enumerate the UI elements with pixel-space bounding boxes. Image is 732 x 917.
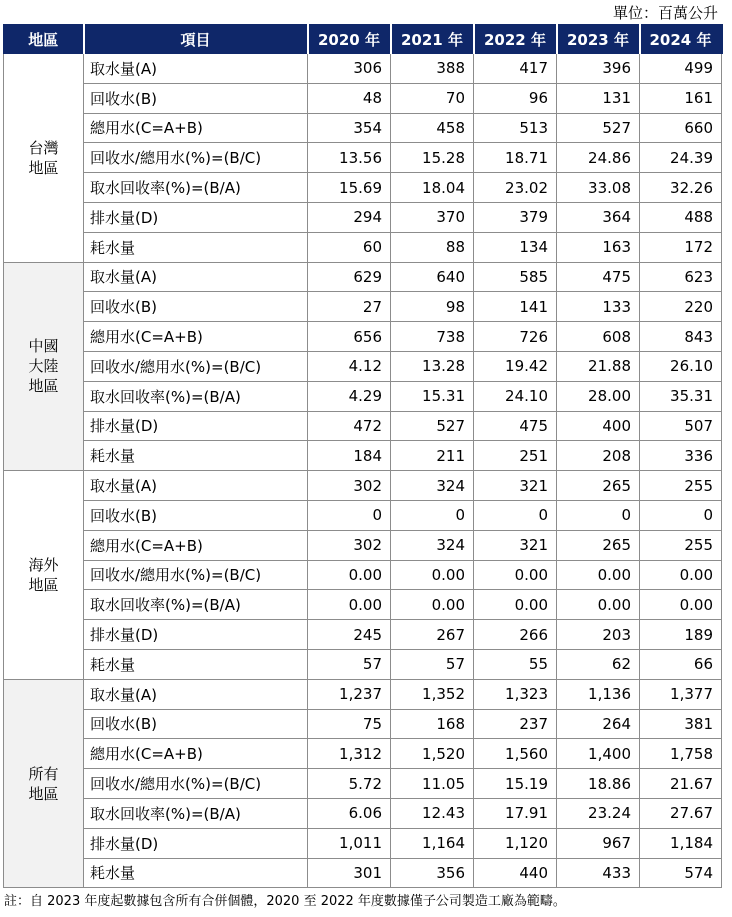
region-cell	[4, 679, 84, 888]
value-cell: 623	[640, 262, 722, 292]
value-cell: 0	[640, 500, 722, 530]
item-label: 取水回收率(%)=(B/A)	[84, 590, 308, 620]
value-cell: 608	[557, 322, 640, 352]
item-label: 回收水(B)	[84, 292, 308, 322]
value-cell: 1,184	[640, 828, 722, 858]
value-cell: 301	[308, 858, 391, 888]
value-cell: 15.69	[308, 173, 391, 203]
value-cell: 255	[640, 471, 722, 501]
value-cell: 302	[308, 471, 391, 501]
item-label: 總用水(C=A+B)	[84, 530, 308, 560]
value-cell: 4.29	[308, 381, 391, 411]
value-cell: 21.88	[557, 351, 640, 381]
value-cell: 133	[557, 292, 640, 322]
value-cell: 5.72	[308, 769, 391, 799]
table-row	[4, 858, 722, 888]
value-cell: 354	[308, 113, 391, 143]
value-cell: 475	[474, 411, 557, 441]
value-cell: 1,352	[391, 679, 474, 709]
table-row	[4, 828, 722, 858]
value-cell: 527	[391, 411, 474, 441]
value-cell: 0	[391, 500, 474, 530]
value-cell: 23.02	[474, 173, 557, 203]
value-cell: 6.06	[308, 798, 391, 828]
value-cell: 265	[557, 530, 640, 560]
value-cell: 55	[474, 649, 557, 679]
value-cell: 267	[391, 620, 474, 650]
value-cell: 488	[640, 202, 722, 232]
value-cell: 13.28	[391, 351, 474, 381]
table-row	[4, 590, 722, 620]
table-row	[4, 769, 722, 799]
header-row	[4, 25, 722, 54]
table-row	[4, 351, 722, 381]
value-cell: 302	[308, 530, 391, 560]
value-cell: 60	[308, 232, 391, 262]
value-cell: 1,377	[640, 679, 722, 709]
value-cell: 640	[391, 262, 474, 292]
item-label: 取水回收率(%)=(B/A)	[84, 798, 308, 828]
footnote: 註：自 2023 年度起數據包含所有合併個體，2020 至 2022 年度數據僅子公司製造工廠為範疇。	[4, 894, 566, 909]
value-cell: 1,323	[474, 679, 557, 709]
table-row	[4, 322, 722, 352]
unit-label: 單位：百萬公升	[612, 4, 718, 22]
value-cell: 13.56	[308, 143, 391, 173]
water-data-table	[3, 24, 723, 888]
value-cell: 433	[557, 858, 640, 888]
value-cell: 527	[557, 113, 640, 143]
value-cell: 11.05	[391, 769, 474, 799]
value-cell: 211	[391, 441, 474, 471]
value-cell: 0.00	[557, 590, 640, 620]
value-cell: 458	[391, 113, 474, 143]
value-cell: 48	[308, 83, 391, 113]
value-cell: 629	[308, 262, 391, 292]
value-cell: 24.10	[474, 381, 557, 411]
value-cell: 17.91	[474, 798, 557, 828]
value-cell: 1,237	[308, 679, 391, 709]
region-label: 中國大陸地區	[28, 337, 59, 396]
value-cell: 660	[640, 113, 722, 143]
value-cell: 28.00	[557, 381, 640, 411]
item-label: 耗水量	[84, 858, 308, 888]
item-label: 排水量(D)	[84, 828, 308, 858]
value-cell: 843	[640, 322, 722, 352]
value-cell: 141	[474, 292, 557, 322]
header-year-2024: 2024 年	[640, 25, 722, 54]
value-cell: 400	[557, 411, 640, 441]
table-row	[4, 471, 722, 501]
value-cell: 321	[474, 471, 557, 501]
value-cell: 370	[391, 202, 474, 232]
value-cell: 66	[640, 649, 722, 679]
table-row	[4, 113, 722, 143]
value-cell: 168	[391, 709, 474, 739]
value-cell: 18.04	[391, 173, 474, 203]
value-cell: 88	[391, 232, 474, 262]
table-row	[4, 709, 722, 739]
value-cell: 472	[308, 411, 391, 441]
value-cell: 15.31	[391, 381, 474, 411]
value-cell: 324	[391, 530, 474, 560]
value-cell: 208	[557, 441, 640, 471]
value-cell: 255	[640, 530, 722, 560]
value-cell: 1,120	[474, 828, 557, 858]
value-cell: 15.19	[474, 769, 557, 799]
region-label: 台灣地區	[28, 138, 59, 177]
value-cell: 33.08	[557, 173, 640, 203]
table-row	[4, 202, 722, 232]
table-row	[4, 649, 722, 679]
table-row	[4, 381, 722, 411]
table-row	[4, 620, 722, 650]
table-row	[4, 739, 722, 769]
value-cell: 15.28	[391, 143, 474, 173]
table-row	[4, 173, 722, 203]
value-cell: 1,312	[308, 739, 391, 769]
value-cell: 237	[474, 709, 557, 739]
table-row	[4, 530, 722, 560]
value-cell: 0.00	[474, 590, 557, 620]
value-cell: 0	[474, 500, 557, 530]
value-cell: 4.12	[308, 351, 391, 381]
value-cell: 24.39	[640, 143, 722, 173]
value-cell: 1,136	[557, 679, 640, 709]
header-year-2020: 2020 年	[308, 25, 391, 54]
value-cell: 388	[391, 54, 474, 84]
value-cell: 513	[474, 113, 557, 143]
value-cell: 1,164	[391, 828, 474, 858]
value-cell: 0.00	[640, 560, 722, 590]
value-cell: 0.00	[308, 590, 391, 620]
item-label: 總用水(C=A+B)	[84, 322, 308, 352]
value-cell: 356	[391, 858, 474, 888]
item-label: 回收水/總用水(%)=(B/C)	[84, 143, 308, 173]
table-body	[4, 54, 722, 888]
value-cell: 163	[557, 232, 640, 262]
value-cell: 96	[474, 83, 557, 113]
value-cell: 440	[474, 858, 557, 888]
value-cell: 21.67	[640, 769, 722, 799]
value-cell: 12.43	[391, 798, 474, 828]
region-cell	[4, 471, 84, 680]
header-year-2022: 2022 年	[474, 25, 557, 54]
value-cell: 379	[474, 202, 557, 232]
item-label: 總用水(C=A+B)	[84, 113, 308, 143]
value-cell: 18.86	[557, 769, 640, 799]
table-row	[4, 292, 722, 322]
value-cell: 475	[557, 262, 640, 292]
item-label: 回收水(B)	[84, 709, 308, 739]
value-cell: 265	[557, 471, 640, 501]
table-row	[4, 262, 722, 292]
value-cell: 264	[557, 709, 640, 739]
item-label: 取水回收率(%)=(B/A)	[84, 173, 308, 203]
table-row	[4, 232, 722, 262]
value-cell: 1,011	[308, 828, 391, 858]
value-cell: 32.26	[640, 173, 722, 203]
item-label: 排水量(D)	[84, 411, 308, 441]
header-region: 地區	[4, 25, 84, 54]
value-cell: 0.00	[640, 590, 722, 620]
value-cell: 306	[308, 54, 391, 84]
item-label: 回收水(B)	[84, 500, 308, 530]
value-cell: 574	[640, 858, 722, 888]
table-row	[4, 441, 722, 471]
value-cell: 417	[474, 54, 557, 84]
table-row	[4, 54, 722, 84]
value-cell: 220	[640, 292, 722, 322]
value-cell: 172	[640, 232, 722, 262]
value-cell: 324	[391, 471, 474, 501]
region-label: 所有地區	[28, 764, 59, 803]
table-row	[4, 798, 722, 828]
value-cell: 19.42	[474, 351, 557, 381]
value-cell: 364	[557, 202, 640, 232]
value-cell: 1,560	[474, 739, 557, 769]
item-label: 耗水量	[84, 649, 308, 679]
value-cell: 0.00	[557, 560, 640, 590]
table-row	[4, 679, 722, 709]
value-cell: 726	[474, 322, 557, 352]
value-cell: 18.71	[474, 143, 557, 173]
value-cell: 321	[474, 530, 557, 560]
item-label: 取水量(A)	[84, 679, 308, 709]
item-label: 總用水(C=A+B)	[84, 739, 308, 769]
value-cell: 57	[308, 649, 391, 679]
item-label: 取水量(A)	[84, 262, 308, 292]
value-cell: 35.31	[640, 381, 722, 411]
value-cell: 1,758	[640, 739, 722, 769]
table-row	[4, 143, 722, 173]
header-year-2023: 2023 年	[557, 25, 640, 54]
value-cell: 1,400	[557, 739, 640, 769]
value-cell: 1,520	[391, 739, 474, 769]
value-cell: 27	[308, 292, 391, 322]
region-cell	[4, 262, 84, 471]
value-cell: 967	[557, 828, 640, 858]
item-label: 取水回收率(%)=(B/A)	[84, 381, 308, 411]
value-cell: 336	[640, 441, 722, 471]
value-cell: 0.00	[391, 560, 474, 590]
value-cell: 98	[391, 292, 474, 322]
value-cell: 62	[557, 649, 640, 679]
value-cell: 0	[557, 500, 640, 530]
header-item: 項目	[84, 25, 308, 54]
item-label: 取水量(A)	[84, 54, 308, 84]
value-cell: 0.00	[474, 560, 557, 590]
value-cell: 266	[474, 620, 557, 650]
value-cell: 24.86	[557, 143, 640, 173]
value-cell: 57	[391, 649, 474, 679]
value-cell: 0.00	[308, 560, 391, 590]
value-cell: 26.10	[640, 351, 722, 381]
value-cell: 189	[640, 620, 722, 650]
value-cell: 294	[308, 202, 391, 232]
value-cell: 134	[474, 232, 557, 262]
item-label: 回收水(B)	[84, 83, 308, 113]
item-label: 排水量(D)	[84, 620, 308, 650]
table-row	[4, 560, 722, 590]
table-row	[4, 411, 722, 441]
value-cell: 75	[308, 709, 391, 739]
value-cell: 245	[308, 620, 391, 650]
value-cell: 0	[308, 500, 391, 530]
table-row	[4, 500, 722, 530]
value-cell: 656	[308, 322, 391, 352]
table-row	[4, 83, 722, 113]
value-cell: 507	[640, 411, 722, 441]
value-cell: 251	[474, 441, 557, 471]
value-cell: 396	[557, 54, 640, 84]
value-cell: 381	[640, 709, 722, 739]
item-label: 耗水量	[84, 232, 308, 262]
value-cell: 131	[557, 83, 640, 113]
value-cell: 738	[391, 322, 474, 352]
item-label: 排水量(D)	[84, 202, 308, 232]
item-label: 回收水/總用水(%)=(B/C)	[84, 560, 308, 590]
value-cell: 23.24	[557, 798, 640, 828]
value-cell: 203	[557, 620, 640, 650]
value-cell: 184	[308, 441, 391, 471]
item-label: 回收水/總用水(%)=(B/C)	[84, 769, 308, 799]
value-cell: 161	[640, 83, 722, 113]
item-label: 耗水量	[84, 441, 308, 471]
value-cell: 70	[391, 83, 474, 113]
item-label: 回收水/總用水(%)=(B/C)	[84, 351, 308, 381]
value-cell: 0.00	[391, 590, 474, 620]
value-cell: 585	[474, 262, 557, 292]
value-cell: 499	[640, 54, 722, 84]
region-cell	[4, 54, 84, 263]
region-label: 海外地區	[28, 555, 59, 594]
item-label: 取水量(A)	[84, 471, 308, 501]
header-year-2021: 2021 年	[391, 25, 474, 54]
value-cell: 27.67	[640, 798, 722, 828]
